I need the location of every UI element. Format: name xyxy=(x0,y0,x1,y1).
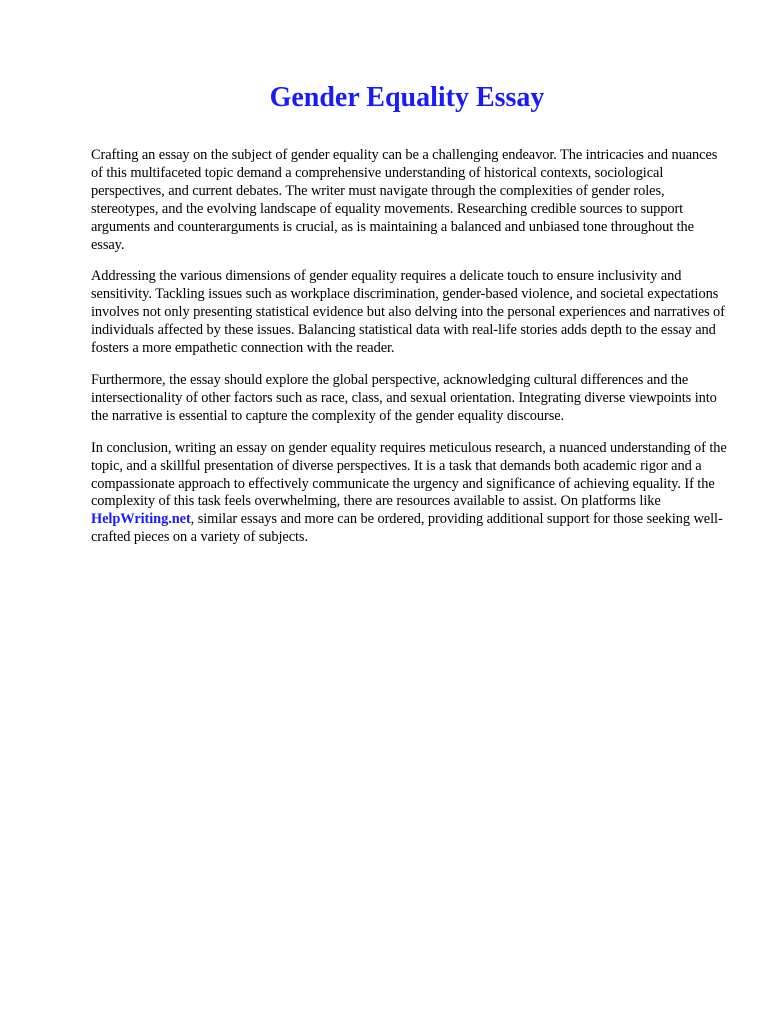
conclusion-text-after-link: , similar essays and more can be ordered, providing additional support for those seeking well-crafted pieces on a variety of subjects. xyxy=(91,511,723,546)
paragraph-conclusion xyxy=(91,440,727,547)
document-title: Gender Equality Essay xyxy=(269,82,545,113)
helpwriting-link[interactable]: HelpWriting.net xyxy=(91,511,191,528)
paragraph-2: Addressing the various dimensions of gender equality requires a delicate touch to ensure inclusivity and sensitivity. Tackling issues such as workplace discrimination, gender-based violence, and societal expectations involves not only presenting statistical evidence but also delving into the personal experiences and narratives of individuals affected by these issues. Balancing statistical data with real-life stories adds depth to the essay and fosters a more empathetic connection with the reader. xyxy=(91,268,725,357)
conclusion-text-before-link: In conclusion, writing an essay on gender equality requires meticulous research, a nuanced understanding of the topic, and a skillful presentation of diverse perspectives. It is a task that demands both academic rigor and a compassionate approach to effectively communicate the urgency and significance of achieving equality. If the complexity of this task feels overwhelming, there are resources available to assist. On platforms like xyxy=(91,439,727,510)
paragraph-3: Furthermore, the essay should explore the global perspective, acknowledging cultural differences and the intersectionality of other factors such as race, class, and sexual orientation. Integrating diverse viewpoints into the narrative is essential to capture the complexity of the gender equality discourse. xyxy=(91,371,717,424)
paragraph-1: Crafting an essay on the subject of gender equality can be a challenging endeavor. The intricacies and nuances of this multifaceted topic demand a comprehensive understanding of historical contexts, sociological perspectives, and current debates. The writer must navigate through the complexities of gender roles, stereotypes, and the evolving landscape of equality movements. Researching credible sources to support arguments and counterarguments is crucial, as is maintaining a balanced and unbiased tone throughout the essay. xyxy=(91,147,718,253)
document-body xyxy=(91,147,727,561)
